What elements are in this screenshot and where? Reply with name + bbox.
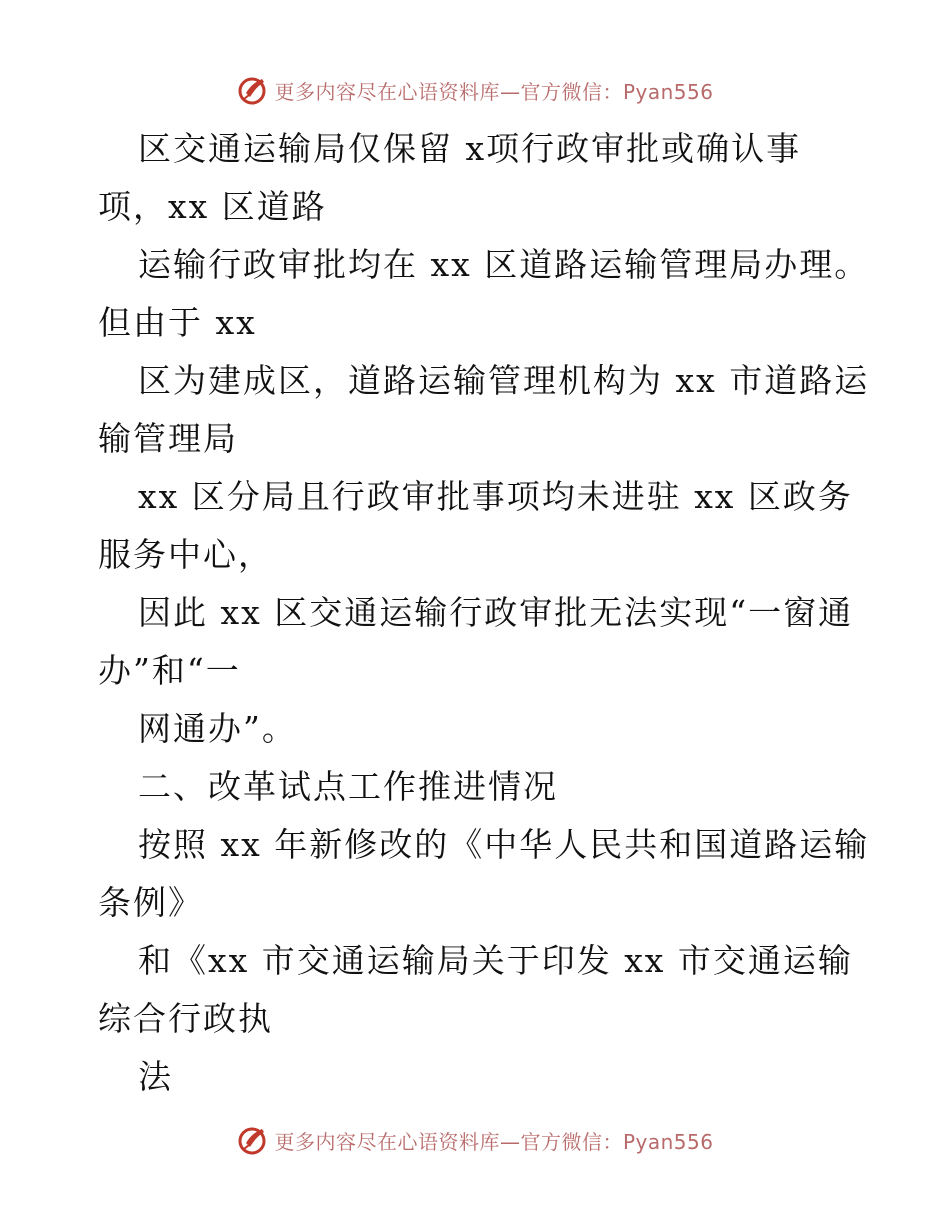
body-line: 项，xx 区道路 (98, 187, 327, 226)
document-body (98, 120, 870, 1106)
body-line: 区交通运输局仅保留 x项行政审批或确认事 (138, 129, 802, 168)
body-line: 输管理局 (98, 419, 238, 458)
footer-banner (0, 1120, 950, 1160)
pen-logo-icon (236, 73, 270, 107)
body-line: 条例》 (98, 883, 203, 922)
header-banner-text: 更多内容尽在心语资料库—官方微信：Pyan556 (274, 79, 714, 104)
body-line: 办”和“一 (98, 651, 241, 690)
body-line: 服务中心， (98, 535, 273, 574)
body-line: 但由于 xx (98, 303, 257, 342)
body-line: 法 (138, 1057, 173, 1096)
body-line: 按照 xx 年新修改的《中华人民共和国道路运输 (138, 825, 870, 864)
body-line: 因此 xx 区交通运输行政审批无法实现“一窗通 (138, 593, 854, 632)
body-line: 和《xx 市交通运输局关于印发 xx 市交通运输 (138, 941, 853, 980)
pen-logo-icon (236, 1123, 270, 1157)
header-banner (0, 70, 950, 110)
body-line: 区为建成区，道路运输管理机构为 xx 市道路运 (138, 361, 870, 400)
body-line: 网通办”。 (138, 709, 297, 748)
body-line: 运输行政审批均在 xx 区道路运输管理局办理。 (138, 245, 870, 284)
body-line: 综合行政执 (98, 999, 273, 1038)
body-line: xx 区分局且行政审批事项均未进驻 xx 区政务 (138, 477, 853, 516)
section-heading: 二、改革试点工作推进情况 (138, 767, 558, 806)
footer-banner-text: 更多内容尽在心语资料库—官方微信：Pyan556 (274, 1129, 714, 1154)
